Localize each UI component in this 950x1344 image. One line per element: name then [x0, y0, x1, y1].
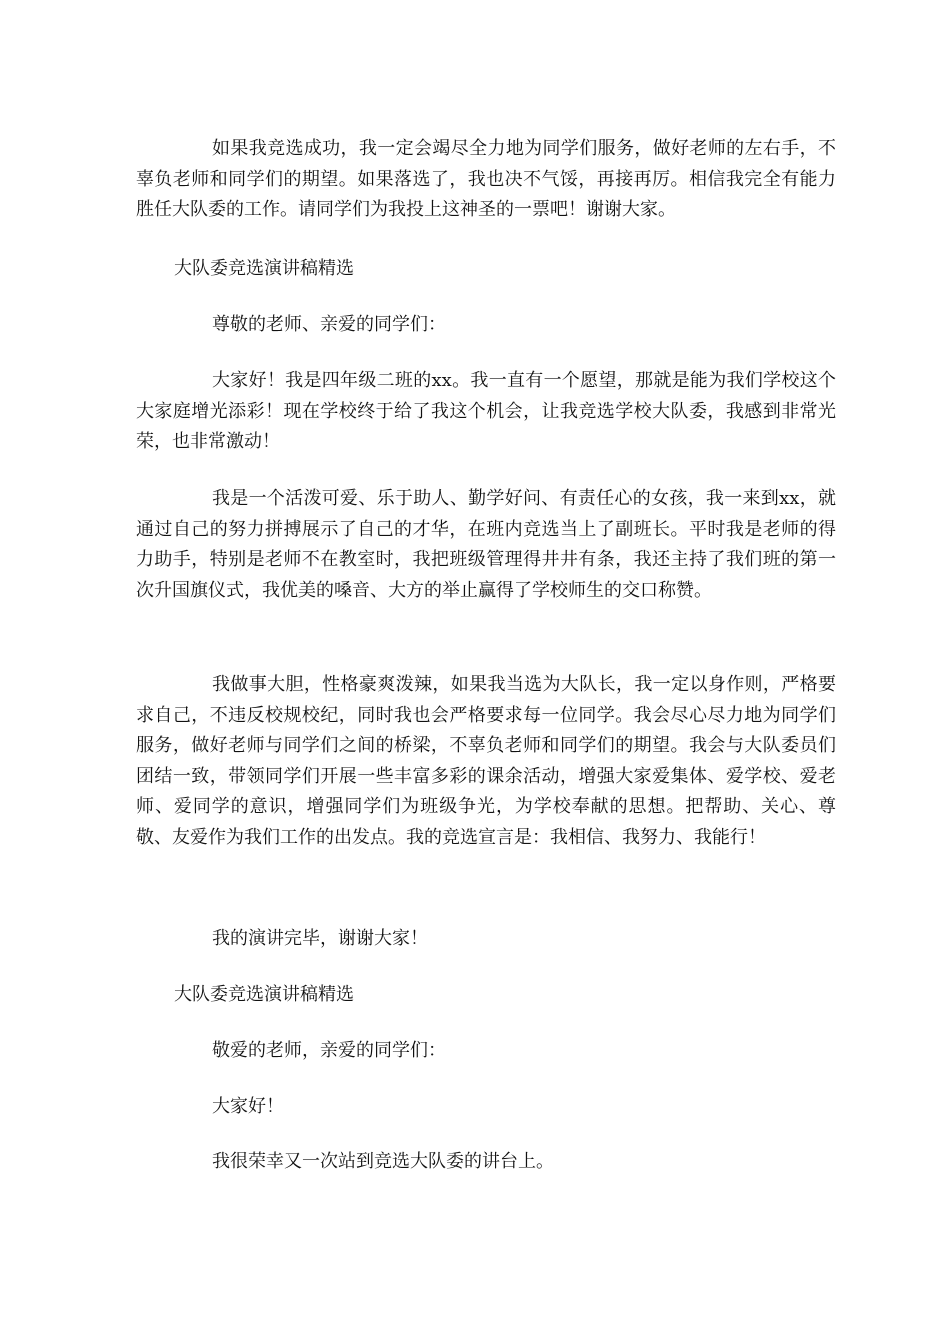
paragraph-opening-line: 我很荣幸又一次站到竞选大队委的讲台上。 [212, 1151, 554, 1172]
paragraph-self-description: 我是一个活泼可爱、乐于助人、勤学好问、有责任心的女孩，我一来到xx，就通过自己的努力拼搏展示了自己的才华，在班内竞选当上了副班长。平时我是老师的得力助手，特别是老师不在教室时，我把班级管理得井井有条，我还主持了我们班的第一次升国旗仪式，我优美的嗓音、大方的举止赢得了学校师生的交口称赞。 [136, 488, 836, 601]
greeting-salutation-1: 尊敬的老师、亲爱的同学们： [212, 314, 446, 335]
paragraph-speech-end: 我的演讲完毕，谢谢大家！ [212, 928, 428, 949]
greeting-hello: 大家好！ [212, 1096, 284, 1117]
section-heading-2: 大队委竞选演讲稿精选 [174, 984, 354, 1005]
section-heading-1: 大队委竞选演讲稿精选 [174, 258, 354, 279]
greeting-salutation-2: 敬爱的老师，亲爱的同学们： [212, 1040, 446, 1061]
paragraph-closing-pledge: 如果我竞选成功，我一定会竭尽全力地为同学们服务，做好老师的左右手，不辜负老师和同学们的期望。如果落选了，我也决不气馁，再接再厉。相信我完全有能力胜任大队委的工作。请同学们为我投上这神圣的一票吧！谢谢大家。 [136, 138, 836, 220]
paragraph-introduction: 大家好！我是四年级二班的xx。我一直有一个愿望，那就是能为我们学校这个大家庭增光添彩！现在学校终于给了我这个机会，让我竞选学校大队委，我感到非常光荣，也非常激动！ [136, 370, 836, 452]
paragraph-commitment: 我做事大胆，性格豪爽泼辣，如果我当选为大队长，我一定以身作则，严格要求自己，不违反校规校纪，同时我也会严格要求每一位同学。我会尽心尽力地为同学们服务，做好老师与同学们之间的桥梁，不辜负老师和同学们的期望。我会与大队委员们团结一致，带领同学们开展一些丰富多彩的课余活动，增强大家爱集体、爱学校、爱老师、爱同学的意识，增强同学们为班级争光，为学校奉献的思想。把帮助、关心、尊敬、友爱作为我们工作的出发点。我的竞选宣言是：我相信、我努力、我能行！ [136, 674, 836, 848]
